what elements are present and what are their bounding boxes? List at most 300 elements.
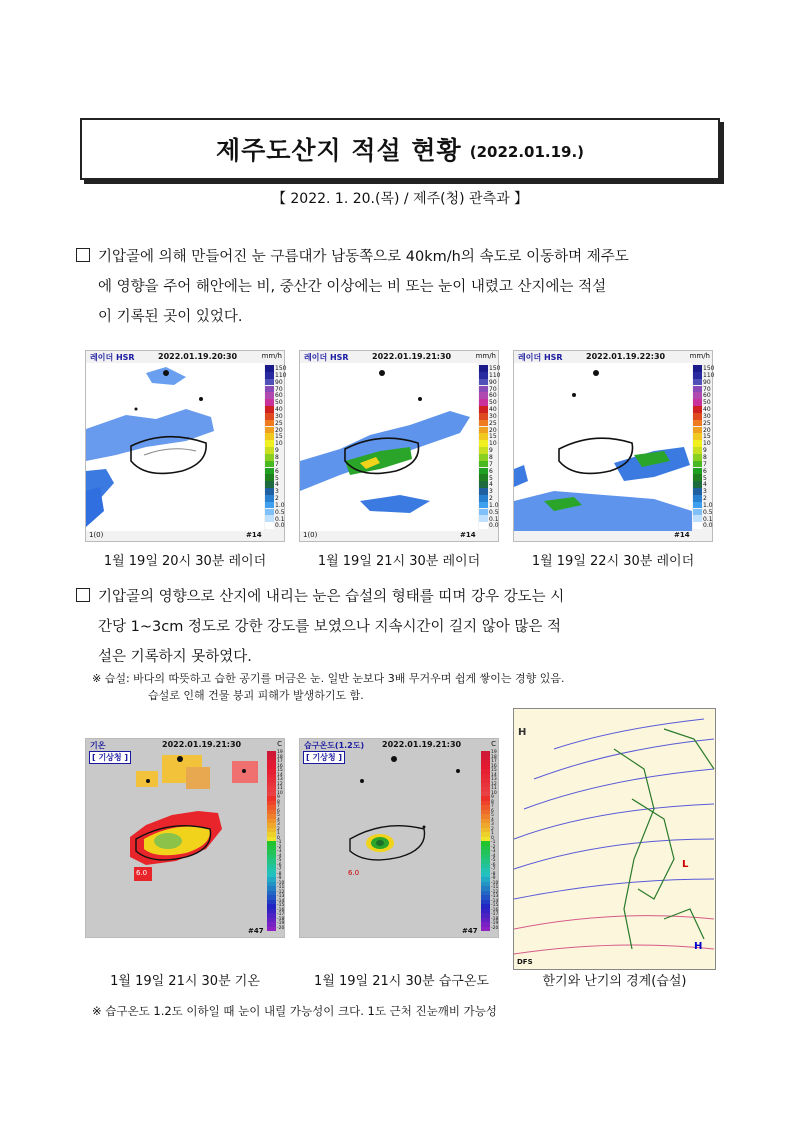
checkbox-bullet-icon [76, 588, 90, 602]
radar-colorbar-step [479, 502, 488, 509]
radar-colorbar-label: 25 [703, 419, 711, 427]
temp-colorbar-label: 8 [491, 799, 494, 805]
radar-colorbar-label: 2 [275, 495, 279, 503]
temp-colorbar-label: -12 [277, 889, 285, 895]
radar-colorbar-label: 3 [275, 488, 279, 496]
para1-line3: 이 기록된 곳이 있었다. [98, 309, 243, 325]
temp-colorbar-label: -8 [491, 871, 496, 877]
radar-colorbar-label: 0.5 [703, 508, 713, 516]
radar-colorbar-label: 1.0 [275, 501, 285, 509]
temp-colorbar-label: 13 [491, 777, 497, 782]
temp-colorbar-label: -1 [277, 840, 282, 845]
para2-line2: 간당 1~3cm 정도로 강한 강도를 보였으나 지속시간이 길지 않아 많은 적 [98, 619, 561, 635]
radar-colorbar-step [479, 461, 488, 468]
high-pressure-label-2: H [694, 941, 703, 952]
radar-colorbar-label: 15 [275, 433, 283, 441]
radar-caption-3: 1월 19일 22시 30분 레이더 [531, 554, 695, 569]
temp-caption: 1월 19일 21시 30분 기온 [110, 974, 260, 989]
temp-colorbar-label: 19 [491, 750, 497, 755]
temp-colorbar-label: 8 [277, 799, 280, 805]
temp-colorbar [481, 751, 490, 931]
temp-colorbar-label: -13 [491, 894, 499, 899]
radar-colorbar-label: 30 [703, 412, 711, 420]
temp-colorbar-label: -19 [491, 921, 499, 926]
radar-colorbar-label: 0.1 [275, 515, 285, 523]
subtitle: 【 2022. 1. 20.(목) / 제주(청) 관측과 】 [271, 191, 529, 207]
radar-colorbar-label: 0.0 [275, 522, 285, 530]
temp-colorbar-label: 12 [277, 781, 283, 787]
temp-panel-1 [85, 738, 285, 938]
radar-colorbar-label: 40 [489, 406, 497, 414]
temp-colorbar-label: -2 [491, 844, 496, 850]
radar-colorbar-label: 0.5 [275, 508, 285, 516]
radar-colorbar-label: 0.1 [489, 515, 499, 523]
temp-colorbar-label: -17 [277, 912, 285, 917]
radar-foot-left: 1(0) [303, 531, 318, 539]
radar-colorbar-step [265, 447, 274, 454]
radar-colorbar-step [265, 386, 274, 393]
radar-colorbar-label: 40 [703, 406, 711, 414]
radar-colorbar-step [693, 495, 702, 502]
radar-colorbar-label: 110 [489, 371, 501, 379]
radar-colorbar-label: 15 [703, 433, 711, 441]
radar-unit: mm/h [689, 352, 710, 360]
radar-caption-1: 1월 19일 20시 30분 레이더 [103, 554, 267, 569]
radar-colorbar-label: 70 [275, 385, 283, 393]
radar-foot-right: #14 [460, 531, 476, 539]
radar-colorbar-label: 4 [275, 481, 279, 489]
temp-colorbar-label: -11 [277, 885, 285, 890]
temp-colorbar-label: 10 [491, 790, 497, 796]
temp-colorbar-label: -2 [277, 844, 282, 850]
radar-colorbar-label: 110 [275, 371, 287, 379]
radar-colorbar [479, 365, 488, 529]
radar-caption-2: 1월 19일 21시 30분 레이더 [317, 554, 481, 569]
temp-colorbar-label: -3 [491, 849, 496, 854]
temp-colorbar-label: -4 [491, 853, 496, 859]
radar-colorbar-label: 20 [489, 426, 497, 434]
radar-colorbar-label: 50 [489, 399, 497, 407]
radar-colorbar-label: 8 [275, 453, 279, 461]
radar-colorbar-step [693, 420, 702, 427]
temp-colorbar-label: 4 [277, 817, 280, 823]
radar-colorbar-step [693, 433, 702, 440]
temp-colorbar-label: 11 [277, 786, 283, 791]
temp-colorbar-labels [491, 751, 498, 931]
radar-colorbar-step [265, 427, 274, 434]
low-pressure-label: L [682, 859, 689, 870]
temp-colorbar-label: -15 [491, 903, 499, 908]
radar-colorbar-label: 150 [703, 365, 715, 372]
radar-foot-left: 1(0) [89, 531, 104, 539]
temp-colorbar-label: 1 [491, 831, 494, 836]
temp-colorbar-label: 9 [277, 795, 280, 800]
temp-colorbar-label: 17 [277, 759, 283, 764]
temp-colorbar-label: -10 [277, 880, 285, 886]
temp-colorbar-label: -7 [491, 867, 496, 872]
radar-colorbar-step [265, 488, 274, 495]
radar-colorbar-step [693, 454, 702, 461]
radar-colorbar-step [693, 399, 702, 406]
radar-colorbar-label: 5 [275, 474, 279, 482]
temp-colorbar-label: 16 [491, 763, 497, 769]
checkbox-bullet-icon [76, 248, 90, 262]
radar-colorbar-label: 3 [703, 488, 707, 496]
radar-colorbar-label: 25 [275, 419, 283, 427]
note1-line2: 습설로 인해 건물 붕괴 피해가 발생하기도 함. [148, 689, 364, 702]
radar-colorbar-step [693, 468, 702, 475]
high-pressure-label: H [518, 727, 527, 738]
radar-colorbar-labels [275, 365, 286, 529]
radar-colorbar-label: 90 [703, 378, 711, 386]
radar-colorbar-label: 10 [703, 440, 711, 448]
temp-colorbar-label: 3 [491, 822, 494, 827]
note-wet-snow [92, 670, 565, 704]
radar-colorbar-label: 25 [489, 419, 497, 427]
temp-label: 기온 [90, 741, 106, 750]
radar-unit: mm/h [475, 352, 496, 360]
temp-map-1 [86, 739, 286, 939]
radar-colorbar-step [479, 406, 488, 413]
radar-colorbar-label: 70 [703, 385, 711, 393]
radar-colorbar-step [265, 440, 274, 447]
temp-colorbar-label: -14 [491, 898, 499, 904]
radar-colorbar-step [265, 481, 274, 488]
radar-colorbar-label: 30 [489, 412, 497, 420]
temp-colorbar-label: 19 [277, 750, 283, 755]
radar-colorbar-step [265, 509, 274, 516]
radar-unit: mm/h [261, 352, 282, 360]
kma-tag: [ 기상청 ] [89, 751, 131, 764]
note-wetbulb: ※ 습구온도 1.2도 이하일 때 눈이 내릴 가능성이 크다. 1도 근처 진눈깨비 가능성 [92, 1004, 497, 1018]
temp-unit: C [277, 740, 282, 748]
radar-colorbar-label: 70 [489, 385, 497, 393]
temp-colorbar-label: 17 [491, 759, 497, 764]
title-date: (2022.01.19.) [469, 143, 585, 161]
radar-colorbar-step [479, 427, 488, 434]
temp-colorbar-label: 14 [277, 772, 283, 778]
wetbulb-label: 습구온도(1.2도) [304, 741, 365, 750]
temp-colorbar-label: 1 [277, 831, 280, 836]
temp-colorbar-label: -13 [277, 894, 285, 899]
radar-label: 레이더 HSR [518, 353, 563, 362]
radar-colorbar-label: 8 [703, 453, 707, 461]
temp-colorbar-label: -3 [277, 849, 282, 854]
temp-colorbar-label: -6 [491, 862, 496, 868]
radar-colorbar-label: 60 [703, 392, 711, 400]
temp-colorbar-label: -5 [491, 858, 496, 863]
radar-colorbar-step [479, 515, 488, 522]
radar-colorbar-label: 50 [275, 399, 283, 407]
temp-colorbar-label: -17 [491, 912, 499, 917]
radar-colorbar-step [693, 502, 702, 509]
temp-colorbar-labels [277, 751, 284, 931]
radar-colorbar-step [479, 433, 488, 440]
temp-colorbar-label: 0 [277, 835, 280, 841]
radar-colorbar-label: 15 [489, 433, 497, 441]
radar-colorbar-step [479, 399, 488, 406]
radar-colorbar-step [693, 509, 702, 516]
kma-tag: [ 기상청 ] [303, 751, 345, 764]
radar-colorbar-step [693, 406, 702, 413]
radar-timestamp: 2022.01.19.22:30 [586, 352, 666, 361]
radar-colorbar-step [265, 413, 274, 420]
radar-colorbar-label: 5 [489, 474, 493, 482]
radar-colorbar-step [265, 522, 274, 529]
radar-colorbar-step [265, 468, 274, 475]
radar-label: 레이더 HSR [90, 353, 135, 362]
radar-colorbar-step [479, 454, 488, 461]
radar-colorbar-label: 3 [489, 488, 493, 496]
radar-colorbar-step [479, 392, 488, 399]
radar-colorbar-step [265, 399, 274, 406]
temp-map-2 [300, 739, 500, 939]
temp-colorbar-label: -18 [277, 916, 285, 922]
temp-colorbar-label: 16 [277, 763, 283, 769]
radar-colorbar-step [693, 515, 702, 522]
temp-colorbar-label: 2 [277, 826, 280, 832]
radar-colorbar-step [265, 379, 274, 386]
radar-colorbar-step [479, 509, 488, 516]
temp-colorbar-label: 4 [491, 817, 494, 823]
temp-timestamp: 2022.01.19.21:30 [162, 740, 242, 749]
temp-colorbar-label: 11 [491, 786, 497, 791]
temp-colorbar-label: -15 [277, 903, 285, 908]
temp-colorbar-label: 5 [491, 813, 494, 818]
radar-colorbar-step [479, 522, 488, 529]
radar-colorbar-step [693, 379, 702, 386]
temp-colorbar-label: -16 [277, 907, 285, 913]
radar-colorbar-label: 4 [703, 481, 707, 489]
radar-colorbar-step [693, 447, 702, 454]
temp-colorbar-label: -19 [277, 921, 285, 926]
radar-timestamp: 2022.01.19.20:30 [158, 352, 238, 361]
wetbulb-timestamp: 2022.01.19.21:30 [382, 740, 462, 749]
radar-colorbar-step [693, 372, 702, 379]
temp-colorbar-label: -16 [491, 907, 499, 913]
radar-colorbar-step [265, 372, 274, 379]
radar-colorbar-step [693, 427, 702, 434]
temp-colorbar-label: 14 [491, 772, 497, 778]
radar-colorbar-step [693, 488, 702, 495]
radar-panel-1 [85, 350, 285, 542]
temp-colorbar-label: 9 [491, 795, 494, 800]
radar-colorbar-step [479, 495, 488, 502]
temp-colorbar-label: -12 [491, 889, 499, 895]
radar-colorbar-label: 5 [703, 474, 707, 482]
radar-colorbar-label: 7 [489, 460, 493, 468]
radar-colorbar-step [479, 468, 488, 475]
temp-colorbar-label: 6 [491, 808, 494, 814]
radar-colorbar-label: 6 [703, 467, 707, 475]
temp-colorbar-label: 0 [491, 835, 494, 841]
radar-colorbar-label: 0.5 [489, 508, 499, 516]
radar-colorbar-label: 2 [489, 495, 493, 503]
radar-colorbar-label: 6 [489, 467, 493, 475]
radar-colorbar [265, 365, 274, 529]
radar-colorbar-step [693, 461, 702, 468]
temp-colorbar-label: -1 [491, 840, 496, 845]
temp-colorbar-label: 15 [491, 768, 497, 773]
radar-colorbar-labels [703, 365, 714, 529]
temp-colorbar-label: -4 [277, 853, 282, 859]
radar-foot-right: #14 [674, 531, 690, 539]
radar-colorbar-label: 7 [703, 460, 707, 468]
radar-colorbar-label: 20 [275, 426, 283, 434]
radar-label: 레이더 HSR [304, 353, 349, 362]
temp-colorbar-label: 2 [491, 826, 494, 832]
radar-map-1 [86, 351, 286, 543]
radar-colorbar-label: 30 [275, 412, 283, 420]
temp-colorbar-label: 6 [277, 808, 280, 814]
radar-foot-right: #14 [246, 531, 262, 539]
radar-colorbar-label: 90 [275, 378, 283, 386]
radar-colorbar-label: 4 [489, 481, 493, 489]
station-value: 6.0 [136, 869, 148, 877]
radar-map-2 [300, 351, 500, 543]
radar-colorbar-label: 150 [275, 365, 287, 372]
radar-colorbar-step [693, 440, 702, 447]
note1-line1: ※ 습설: 바다의 따뜻하고 습한 공기를 머금은 눈. 일반 눈보다 3배 무거우며 쉽게 쌓이는 경향 있음. [92, 672, 565, 685]
wetbulb-foot-right: #47 [462, 927, 478, 935]
radar-colorbar-step [265, 461, 274, 468]
radar-colorbar-label: 60 [275, 392, 283, 400]
surface-weather-chart [513, 708, 716, 970]
temp-colorbar-label: 10 [277, 790, 283, 796]
radar-colorbar-step [479, 386, 488, 393]
title-box [80, 118, 720, 180]
radar-colorbar-label: 1.0 [703, 501, 713, 509]
temp-panel-2 [299, 738, 499, 938]
radar-colorbar-step [693, 481, 702, 488]
radar-colorbar-step [265, 474, 274, 481]
radar-colorbar-step [693, 413, 702, 420]
radar-colorbar-label: 40 [275, 406, 283, 414]
radar-colorbar-step [479, 474, 488, 481]
temp-colorbar-label: -11 [491, 885, 499, 890]
radar-colorbar-label: 7 [275, 460, 279, 468]
radar-map-3 [514, 351, 714, 543]
radar-panel-2 [299, 350, 499, 542]
para1-line2: 에 영향을 주어 해안에는 비, 중산간 이상에는 비 또는 눈이 내렸고 산지에는 적설 [98, 279, 607, 295]
wetbulb-caption: 1월 19일 21시 30분 습구온도 [314, 974, 489, 989]
radar-colorbar-label: 110 [703, 371, 715, 379]
radar-colorbar-label: 9 [703, 447, 707, 455]
temp-colorbar-label: -5 [277, 858, 282, 863]
radar-colorbar-label: 9 [489, 447, 493, 455]
radar-colorbar-labels [489, 365, 500, 529]
page-title: 제주도산지 적설 현황 [215, 136, 462, 165]
radar-colorbar-label: 9 [275, 447, 279, 455]
radar-colorbar-step [479, 440, 488, 447]
temp-colorbar-label: 15 [277, 768, 283, 773]
radar-colorbar-label: 2 [703, 495, 707, 503]
temp-colorbar-label: 5 [277, 813, 280, 818]
radar-colorbar-label: 50 [703, 399, 711, 407]
radar-colorbar-step [479, 365, 488, 372]
temp-colorbar-label: 7 [277, 804, 280, 809]
temp-colorbar-label: 18 [277, 754, 283, 760]
station-value: 6.0 [348, 869, 360, 877]
radar-colorbar-label: 8 [489, 453, 493, 461]
radar-colorbar-step [265, 392, 274, 399]
temp-colorbar-label: -8 [277, 871, 282, 877]
radar-colorbar-step [479, 481, 488, 488]
radar-colorbar-step [265, 515, 274, 522]
radar-colorbar-label: 0.0 [489, 522, 499, 530]
chart-corner-label: DFS [517, 958, 533, 966]
temp-colorbar-label: -14 [277, 898, 285, 904]
para2-line3: 설은 기록하지 못하였다. [98, 649, 252, 665]
radar-colorbar-step [693, 386, 702, 393]
surface-chart-caption: 한기와 난기의 경계(습설) [542, 974, 687, 989]
radar-colorbar-label: 10 [489, 440, 497, 448]
radar-colorbar-label: 6 [275, 467, 279, 475]
radar-colorbar-step [693, 392, 702, 399]
temp-colorbar [267, 751, 276, 931]
temp-colorbar-label: -9 [277, 876, 282, 881]
radar-colorbar-label: 0.1 [703, 515, 713, 523]
radar-colorbar-label: 60 [489, 392, 497, 400]
radar-colorbar-step [479, 447, 488, 454]
radar-colorbar-step [693, 474, 702, 481]
wetbulb-unit: C [491, 740, 496, 748]
temp-colorbar-label: 13 [277, 777, 283, 782]
radar-panel-3 [513, 350, 713, 542]
radar-colorbar-step [265, 420, 274, 427]
radar-colorbar-step [265, 406, 274, 413]
radar-colorbar-step [265, 433, 274, 440]
radar-colorbar-label: 0.0 [703, 522, 713, 530]
temp-colorbar-label: -18 [491, 916, 499, 922]
radar-colorbar-step [479, 420, 488, 427]
temp-colorbar-label: 18 [491, 754, 497, 760]
surface-chart-map [514, 709, 717, 971]
temp-colorbar-label: 3 [277, 822, 280, 827]
temp-colorbar-step [481, 927, 490, 932]
radar-colorbar-step [265, 495, 274, 502]
radar-colorbar-step [479, 413, 488, 420]
radar-colorbar-label: 1.0 [489, 501, 499, 509]
para1-line1: 기압골에 의해 만들어진 눈 구름대가 남동쪽으로 40km/h의 속도로 이동하며 제주도 [98, 249, 629, 265]
radar-colorbar-step [479, 379, 488, 386]
temp-colorbar-label: -20 [277, 925, 285, 931]
radar-timestamp: 2022.01.19.21:30 [372, 352, 452, 361]
radar-colorbar [693, 365, 702, 529]
radar-colorbar-step [265, 454, 274, 461]
radar-colorbar-step [265, 365, 274, 372]
radar-colorbar-label: 90 [489, 378, 497, 386]
radar-colorbar-step [479, 372, 488, 379]
paragraph-1 [76, 242, 726, 332]
temp-colorbar-label: -9 [491, 876, 496, 881]
temp-colorbar-label: -20 [491, 925, 499, 931]
radar-colorbar-step [693, 365, 702, 372]
temp-colorbar-label: 12 [491, 781, 497, 787]
temp-colorbar-label: -7 [277, 867, 282, 872]
radar-colorbar-label: 20 [703, 426, 711, 434]
radar-colorbar-step [693, 522, 702, 529]
temp-colorbar-label: 7 [491, 804, 494, 809]
temp-colorbar-label: -10 [491, 880, 499, 886]
temp-colorbar-step [267, 927, 276, 932]
radar-colorbar-label: 10 [275, 440, 283, 448]
temp-colorbar-label: -6 [277, 862, 282, 868]
paragraph-2 [76, 582, 726, 672]
radar-colorbar-label: 150 [489, 365, 501, 372]
temp-foot-right: #47 [248, 927, 264, 935]
radar-colorbar-step [265, 502, 274, 509]
